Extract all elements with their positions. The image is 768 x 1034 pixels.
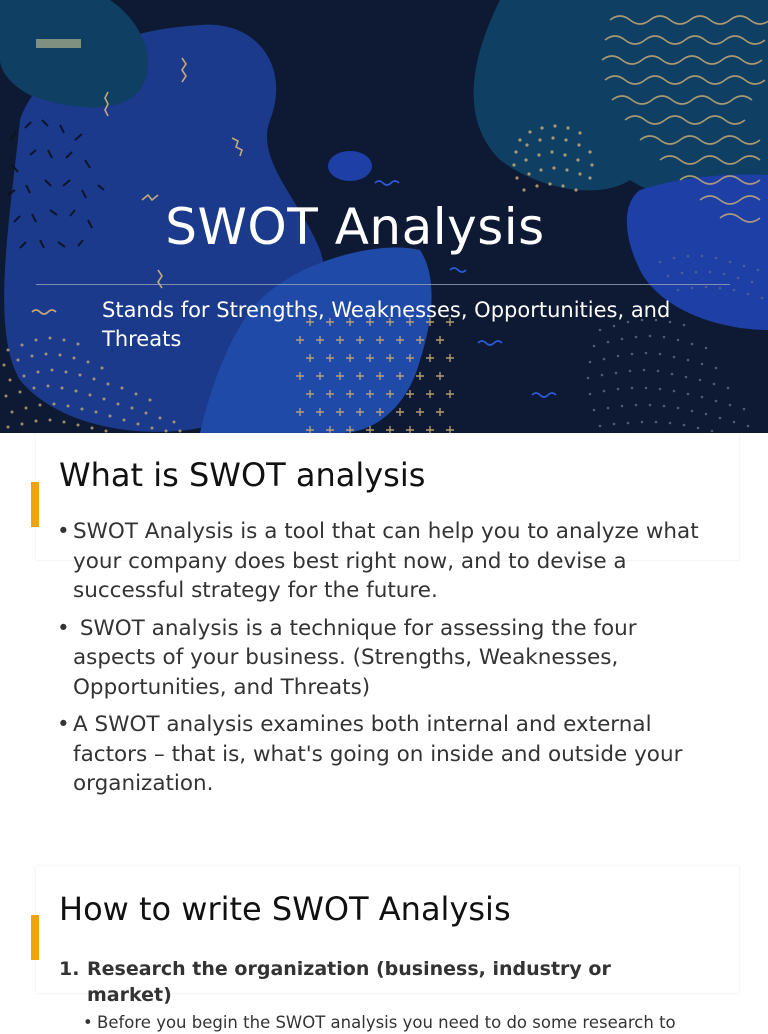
bullet-item xyxy=(59,517,719,606)
numbered-steps xyxy=(59,956,676,1034)
title-divider xyxy=(36,284,730,285)
step-number: 1. xyxy=(59,958,80,980)
bullet-text: SWOT analysis is a technique for assessing the four aspects of your business. (Strengths, Weaknesses, Opportunities, and Threats) xyxy=(73,615,644,700)
bullet-text: A SWOT analysis examines both internal and external factors – that is, what's going on inside and outside your organization. xyxy=(73,712,683,796)
presentation-subtitle: Stands for Strengths, Weaknesses, Opportunities, and Threats xyxy=(102,298,671,351)
sub-bullet-item xyxy=(59,1012,676,1034)
bullet-dot-icon: • xyxy=(57,712,70,737)
step-text: Research the organization (business, industry or market) xyxy=(87,958,611,1006)
bullet-dot-icon: • xyxy=(57,615,70,641)
accent-bar xyxy=(31,915,39,960)
slide-heading: What is SWOT analysis xyxy=(59,456,426,494)
bullet-dot-icon: • xyxy=(83,1013,93,1032)
slide-heading: How to write SWOT Analysis xyxy=(59,890,511,928)
bullet-item xyxy=(59,614,719,703)
bullet-item xyxy=(59,710,719,799)
step-item xyxy=(59,956,659,1008)
accent-bar xyxy=(31,482,39,527)
bullet-text: SWOT Analysis is a tool that can help you to analyze what your company does best right now, and to devise a successful strategy for the future. xyxy=(73,519,699,603)
sub-bullet-text: Before you begin the SWOT analysis you need to do some research to xyxy=(97,1013,676,1032)
bullet-dot-icon: • xyxy=(57,519,70,544)
title-slide xyxy=(0,0,768,433)
bullet-list xyxy=(59,517,719,807)
presentation-title: SWOT Analysis xyxy=(165,198,545,256)
